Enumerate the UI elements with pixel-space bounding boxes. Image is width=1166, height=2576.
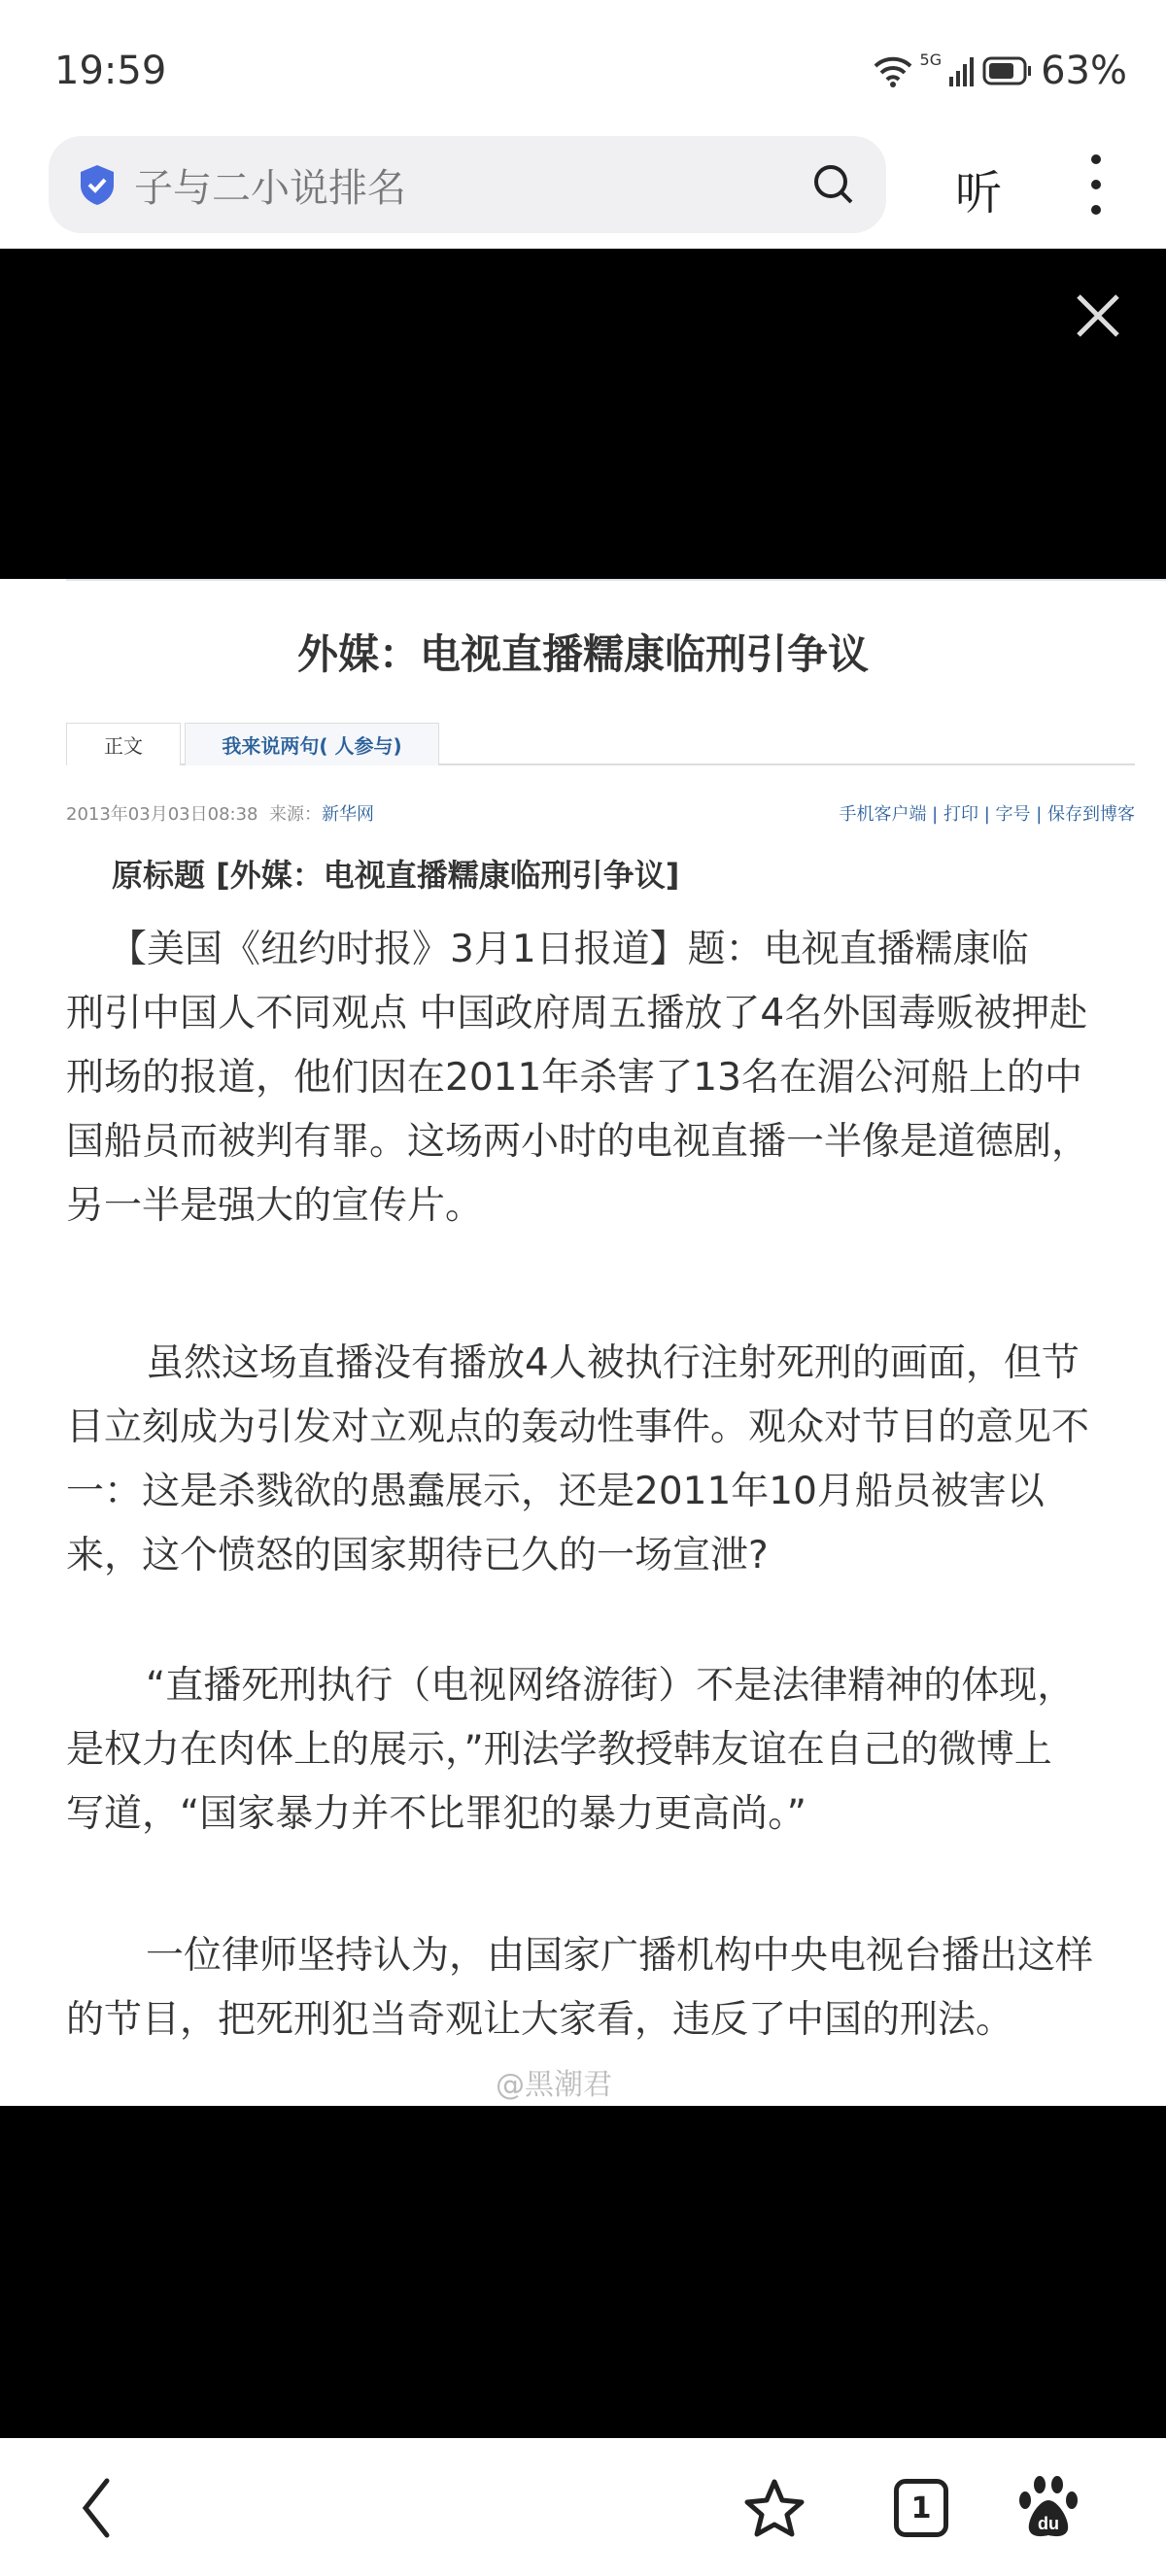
paragraph-line: 一位律师坚持认为，由国家广播机构中央电视台播出这样 (146, 1934, 1094, 1978)
image-viewer-bottom-band (0, 2106, 1166, 2438)
bookmark-star-icon[interactable] (743, 2477, 806, 2539)
source-label: 来源： (268, 804, 322, 825)
paragraph-line: 来，这个愤怒的国家期待已久的一场宣泄? (66, 1534, 769, 1577)
paragraph-line: 【美国《纽约时报》3月1日报道】题：电视直播糯康临 (109, 928, 1029, 971)
close-icon[interactable] (1074, 291, 1122, 340)
original-title: 原标题 [外媒：电视直播糯康临刑引争议] (112, 857, 680, 894)
network-type: 5G (919, 51, 943, 69)
paragraph-line: 刑引中国人不同观点 中国政府周五播放了4名外国毒贩被押赴 (66, 992, 1088, 1035)
back-icon[interactable] (76, 2477, 115, 2539)
battery-icon (982, 56, 1033, 85)
font-size-link[interactable]: 字号 (995, 804, 1031, 825)
weibo-watermark: @黑潮君 (496, 2068, 612, 2102)
tabs-button[interactable]: 1 (894, 2479, 948, 2537)
paragraph-line: 目立刻成为引发对立观点的轰动性事件。观众对节目的意见不 (66, 1406, 1090, 1449)
article-image (0, 579, 1166, 2106)
wifi-icon (874, 54, 912, 87)
article-meta: 2013年03月03日08:38 来源：新华网 手机客户端 | 打印 | 字号 | 保存到博客 (66, 804, 1135, 825)
status-bar (0, 0, 1166, 126)
paragraph-line: 另一半是强大的宣传片。 (66, 1184, 484, 1228)
search-query[interactable]: 子与二小说排名 (134, 165, 406, 211)
save-to-blog-link[interactable]: 保存到博客 (1047, 804, 1135, 825)
tab-main-text[interactable]: 正文 (66, 723, 181, 765)
listen-button[interactable]: 听 (955, 166, 1003, 220)
search-icon[interactable] (810, 161, 857, 208)
status-icons (874, 49, 1127, 93)
mobile-client-link[interactable]: 手机客户端 (839, 804, 927, 825)
paragraph-line: 一：这是杀戮欲的愚蠢展示，还是2011年10月船员被害以 (66, 1470, 1045, 1513)
bottom-toolbar (0, 2438, 1166, 2576)
shield-check-icon (78, 163, 117, 206)
svg-text:du: du (1038, 2514, 1059, 2533)
paragraph-line: 是权力在肉体上的展示，”刑法学教授韩友谊在自己的微博上 (66, 1728, 1052, 1772)
publish-date: 2013年03月03日08:38 (66, 804, 258, 825)
article-title: 外媒：电视直播糯康临刑引争议 (296, 630, 869, 678)
tab-comments[interactable]: 我来说两句( 人参与) (185, 723, 439, 765)
paragraph-line: 国船员而被判有罪。这场两小时的电视直播一半像是道德剧， (66, 1120, 1090, 1164)
battery-percent: 63% (1041, 49, 1127, 93)
print-link[interactable]: 打印 (943, 804, 978, 825)
baidu-paw-icon[interactable] (1018, 2475, 1079, 2539)
more-menu-icon[interactable] (1079, 146, 1114, 223)
paragraph-line: “直播死刑执行（电视网络游街）不是法律精神的体现， (146, 1664, 1076, 1708)
image-viewer-top-band (0, 249, 1166, 579)
signal-icon (949, 55, 975, 86)
source-link[interactable]: 新华网 (321, 804, 374, 825)
paragraph-line: 刑场的报道，他们因在2011年杀害了13名在湄公河船上的中 (66, 1056, 1082, 1100)
paragraph-line: 的节目，把死刑犯当奇观让大家看，违反了中国的刑法。 (66, 1998, 1014, 2042)
paragraph-line: 虽然这场直播没有播放4人被执行注射死刑的画面，但节 (146, 1341, 1080, 1385)
article-tabs (66, 723, 1135, 765)
paragraph-line: 写道，“国家暴力并不比罪犯的暴力更高尚。” (66, 1792, 806, 1836)
clock: 19:59 (54, 49, 167, 93)
address-bar[interactable] (49, 136, 886, 233)
divider (66, 579, 1166, 581)
